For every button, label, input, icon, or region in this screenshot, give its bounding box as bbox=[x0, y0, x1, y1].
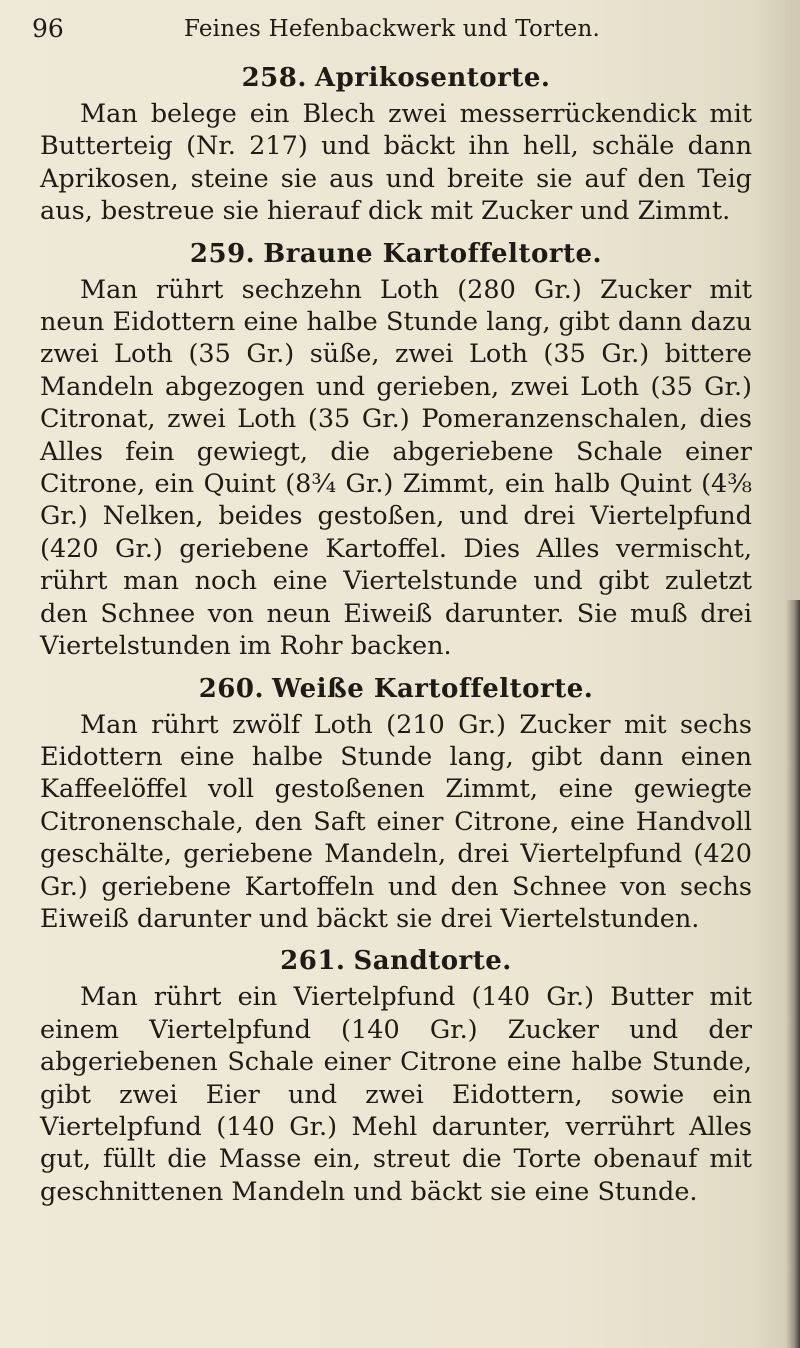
recipe-name: Weiße Kartoffeltorte. bbox=[272, 673, 594, 704]
recipe-name: Sandtorte. bbox=[353, 946, 512, 977]
recipe-name: Braune Kartoffeltorte. bbox=[263, 238, 603, 269]
recipe-text: Man rührt zwölf Loth (210 Gr.) Zucker mit sechs Eidottern eine halbe Stunde lang, gibt dann einen Kaffeelöffel voll gestoßenen Zimmt, eine gewiegte Citronenschale, den Saft einer Citrone, eine Handvoll geschälte, geriebene Mandeln, drei Viertelpfund (420 Gr.) geriebene Kartoffeln und den Schnee von sechs Eiweiß darunter und bäckt sie drei Viertelstunden. bbox=[40, 709, 752, 934]
page-header bbox=[32, 12, 752, 52]
recipe-258 bbox=[40, 58, 752, 228]
recipe-name: Aprikosentorte. bbox=[314, 63, 551, 93]
page-content bbox=[40, 58, 752, 1214]
recipe-title bbox=[40, 234, 752, 274]
page-edge-shadow bbox=[786, 600, 800, 1348]
recipe-number: 260. bbox=[198, 673, 265, 704]
recipe-number: 261. bbox=[280, 946, 346, 977]
running-title: Feines Hefenbackwerk und Torten. bbox=[183, 16, 601, 42]
recipe-259 bbox=[40, 234, 752, 663]
recipe-number: 258. bbox=[241, 63, 307, 93]
recipe-text: Man rührt sechzehn Loth (280 Gr.) Zucker mit neun Eidottern eine halbe Stunde lang, gibt dann dazu zwei Loth (35 Gr.) süße, zwei Loth (35 Gr.) bittere Mandeln abgezogen und gerieben, zwei Loth (35 Gr.) Citronat, zwei Loth (35 Gr.) Pomeranzenschalen, dies Alles fein gewiegt, die abgeriebene Schale einer Citrone, ein Quint (8¾ Gr.) Zimmt, ein halb Quint (4⅜ Gr.) Nelken, beides gestoßen, und drei Viertelpfund (420 Gr.) geriebene Kartoffel. Dies Alles vermischt, rührt man noch eine Viertelstunde und gibt zuletzt den Schnee von neun Eiweiß darunter. Sie muß drei Viertelstunden im Rohr backen. bbox=[40, 274, 752, 662]
page-number: 96 bbox=[32, 14, 64, 43]
recipe-text: Man belege ein Blech zwei messerrückendick mit Butterteig (Nr. 217) und bäckt ihn hell, schäle dann Aprikosen, steine sie aus und breite sie auf den Teig aus, bestreue sie hierauf dick mit Zucker und Zimmt. bbox=[40, 99, 752, 227]
recipe-261 bbox=[40, 941, 752, 1208]
recipe-title bbox=[40, 941, 752, 981]
recipe-title bbox=[40, 58, 752, 98]
recipe-number: 259. bbox=[189, 238, 256, 269]
recipe-text: Man rührt ein Viertelpfund (140 Gr.) Butter mit einem Viertelpfund (140 Gr.) Zucker und der abgeriebenen Schale einer Citrone eine halbe Stunde, gibt zwei Eier und zwei Eidottern, sowie ein Viertelpfund (140 Gr.) Mehl darunter, verrührt Alles gut, füllt die Masse ein, streut die Torte obenauf mit geschnittenen Mandeln und bäckt sie eine Stunde. bbox=[40, 982, 752, 1207]
recipe-title bbox=[40, 669, 752, 709]
recipe-260 bbox=[40, 669, 752, 936]
